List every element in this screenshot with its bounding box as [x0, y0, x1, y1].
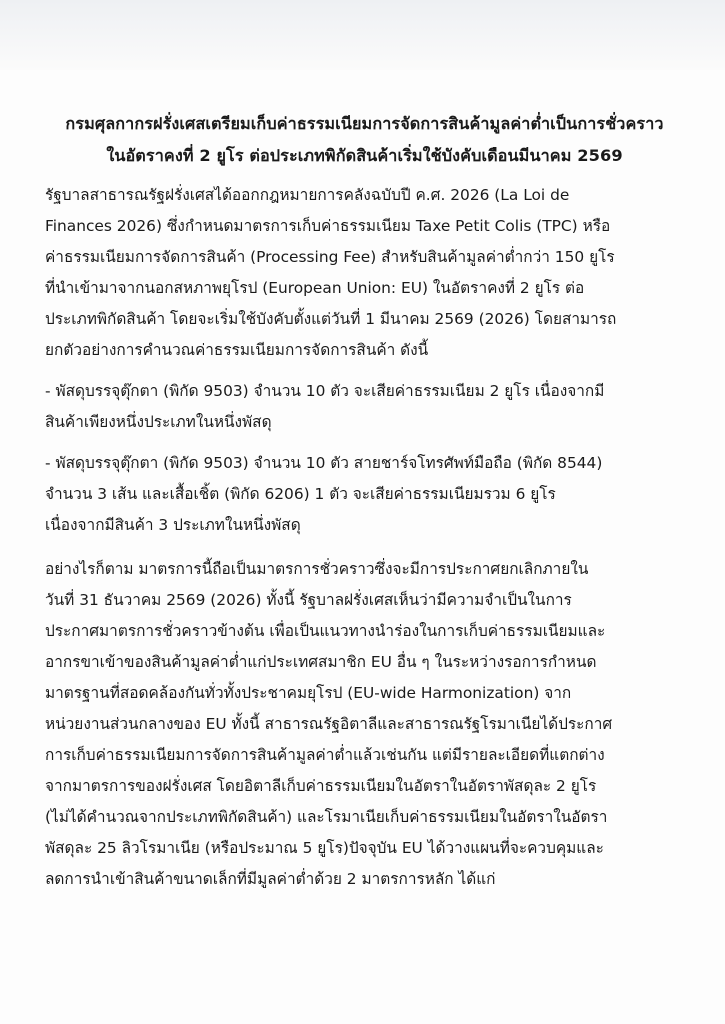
text-line: พัสดุละ 25 ลิวโรมาเนีย (หรือประมาณ 5 ยูโร)ปัจจุบัน EU ได้วางแผนที่จะควบคุมและ: [45, 839, 604, 857]
title-line: ในอัตราคงที่ 2 ยูโร ต่อประเภทพิกัดสินค้าเริ่มใช้บังคับเดือนมีนาคม 2569: [106, 146, 623, 165]
text-line: อากรขาเข้าของสินค้ามูลค่าต่ำแก่ประเทศสมาชิก EU อื่น ๆ ในระหว่างรอการกำหนด: [45, 653, 597, 671]
paragraph-conclusion: [45, 554, 700, 895]
paragraph-example-1: [45, 376, 700, 438]
text-line: จากมาตรการของฝรั่งเศส โดยอิตาลีเก็บค่าธรรมเนียมในอัตราในอัตราพัสดุละ 2 ยูโร: [45, 777, 597, 795]
text-line: ยกตัวอย่างการคำนวณค่าธรรมเนียมการจัดการสินค้า ดังนี้: [45, 341, 429, 359]
text-line: จำนวน 3 เส้น และเสื้อเชิ้ต (พิกัด 6206) 1 ตัว จะเสียค่าธรรมเนียมรวม 6 ยูโร: [45, 485, 556, 503]
text-line: ที่นำเข้ามาจากนอกสหภาพยุโรป (European Union: EU) ในอัตราคงที่ 2 ยูโร ต่อ: [45, 279, 585, 297]
text-line: อย่างไรก็ตาม มาตรการนี้ถือเป็นมาตรการชั่วคราวซึ่งจะมีการประกาศยกเลิกภายใน: [45, 560, 589, 578]
text-line: - พัสดุบรรจุตุ๊กตา (พิกัด 9503) จำนวน 10 ตัว สายชาร์จโทรศัพท์มือถือ (พิกัด 8544): [45, 454, 603, 472]
text-line: การเก็บค่าธรรมเนียมการจัดการสินค้ามูลค่าต่ำแล้วเช่นกัน แต่มีรายละเอียดที่แตกต่าง: [45, 746, 605, 764]
text-line: ลดการนำเข้าสินค้าขนาดเล็กที่มีมูลค่าต่ำด้วย 2 มาตรการหลัก ได้แก่: [45, 870, 496, 888]
title-line: กรมศุลกากรฝรั่งเศสเตรียมเก็บค่าธรรมเนียมการจัดการสินค้ามูลค่าต่ำเป็นการชั่วคราว: [65, 114, 664, 133]
text-line: วันที่ 31 ธันวาคม 2569 (2026) ทั้งนี้ รัฐบาลฝรั่งเศสเห็นว่ามีความจำเป็นในการ: [45, 591, 572, 609]
text-line: เนื่องจากมีสินค้า 3 ประเภทในหนึ่งพัสดุ: [45, 516, 301, 534]
text-line: รัฐบาลสาธารณรัฐฝรั่งเศสได้ออกกฎหมายการคลังฉบับปี ค.ศ. 2026 (La Loi de: [45, 186, 570, 204]
document-body: [45, 180, 700, 895]
paragraph-gap: [45, 366, 700, 376]
text-line: หน่วยงานส่วนกลางของ EU ทั้งนี้ สาธารณรัฐอิตาลีและสาธารณรัฐโรมาเนียได้ประกาศ: [45, 715, 613, 733]
text-line: Finances 2026) ซึ่งกำหนดมาตรการเก็บค่าธรรมเนียม Taxe Petit Colis (TPC) หรือ: [45, 217, 611, 235]
document-title: [30, 108, 699, 172]
text-line: สินค้าเพียงหนึ่งประเภทในหนึ่งพัสดุ: [45, 413, 272, 431]
text-line: มาตรฐานที่สอดคล้องกันทั่วทั้งประชาคมยุโรป (EU-wide Harmonization) จาก: [45, 684, 572, 702]
text-line: ประกาศมาตรการชั่วคราวข้างต้น เพื่อเป็นแนวทางนำร่องในการเก็บค่าธรรมเนียมและ: [45, 622, 606, 640]
text-line: (ไม่ได้คำนวณจากประเภทพิกัดสินค้า) และโรมาเนียเก็บค่าธรรมเนียมในอัตราในอัตรา: [45, 808, 608, 826]
text-line: ค่าธรรมเนียมการจัดการสินค้า (Processing Fee) สำหรับสินค้ามูลค่าต่ำกว่า 150 ยูโร: [45, 248, 615, 266]
top-edge-shadow: [0, 0, 725, 70]
paragraph-example-2: [45, 448, 700, 541]
text-line: - พัสดุบรรจุตุ๊กตา (พิกัด 9503) จำนวน 10 ตัว จะเสียค่าธรรมเนียม 2 ยูโร เนื่องจากมี: [45, 382, 605, 400]
text-line: ประเภทพิกัดสินค้า โดยจะเริ่มใช้บังคับตั้งแต่วันที่ 1 มีนาคม 2569 (2026) โดยสามารถ: [45, 310, 617, 328]
paragraph-gap: [45, 541, 700, 554]
paragraph-gap: [45, 438, 700, 448]
paragraph-intro: [45, 180, 700, 366]
